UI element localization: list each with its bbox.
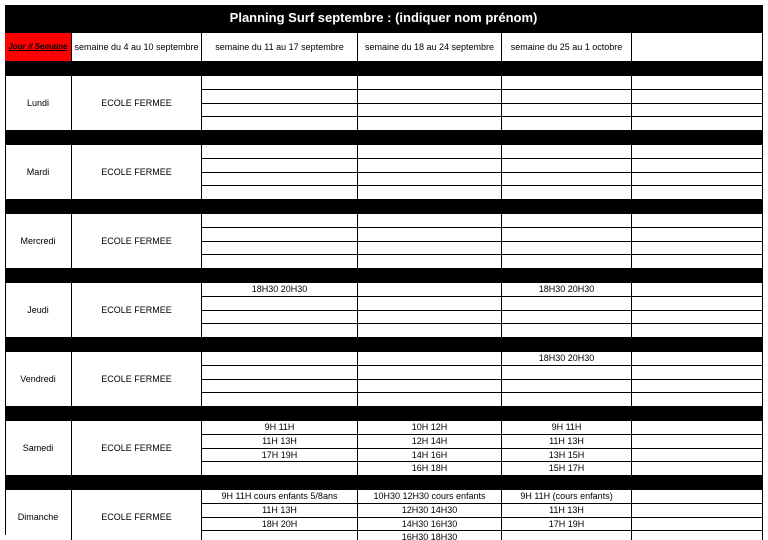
slot-cell[interactable] bbox=[358, 228, 502, 242]
slot-cell[interactable] bbox=[358, 311, 502, 325]
day-separator bbox=[5, 200, 763, 214]
slot-cell[interactable] bbox=[632, 186, 763, 200]
slot-cell[interactable]: 11H 13H bbox=[502, 435, 632, 449]
slot-cell[interactable]: 9H 11H (cours enfants) bbox=[502, 490, 632, 504]
slot-cell[interactable] bbox=[502, 311, 632, 325]
slot-cell[interactable] bbox=[202, 324, 358, 338]
closed-cell: ECOLE FERMEE bbox=[72, 421, 202, 476]
slot-cell[interactable] bbox=[358, 324, 502, 338]
week-header: semaine du 25 au 1 octobre bbox=[502, 33, 632, 62]
slot-cell[interactable] bbox=[632, 531, 763, 540]
day-label: Lundi bbox=[5, 76, 72, 131]
slot-cell[interactable] bbox=[632, 159, 763, 173]
day-label: Mercredi bbox=[5, 214, 72, 269]
slot-cell[interactable] bbox=[632, 462, 763, 476]
closed-cell: ECOLE FERMEE bbox=[72, 214, 202, 269]
slot-cell[interactable] bbox=[502, 117, 632, 131]
slot-cell[interactable] bbox=[632, 297, 763, 311]
slot-cell[interactable] bbox=[632, 490, 763, 504]
slot-cell[interactable] bbox=[632, 90, 763, 104]
day-label: Mardi bbox=[5, 145, 72, 200]
day-separator bbox=[5, 407, 763, 421]
slot-cell[interactable] bbox=[202, 76, 358, 90]
slot-cell[interactable]: 13H 15H bbox=[502, 449, 632, 463]
slot-cell[interactable] bbox=[202, 352, 358, 366]
slot-cell[interactable] bbox=[202, 255, 358, 269]
slot-cell[interactable] bbox=[632, 504, 763, 518]
slot-cell[interactable] bbox=[202, 104, 358, 118]
slot-cell[interactable]: 16H 18H bbox=[358, 462, 502, 476]
slot-cell[interactable] bbox=[632, 324, 763, 338]
slot-cell[interactable]: 18H30 20H30 bbox=[502, 352, 632, 366]
slot-cell[interactable] bbox=[358, 393, 502, 407]
closed-cell: ECOLE FERMEE bbox=[72, 76, 202, 131]
slot-cell[interactable]: 14H 16H bbox=[358, 449, 502, 463]
slot-cell[interactable] bbox=[358, 76, 502, 90]
slot-cell[interactable] bbox=[632, 421, 763, 435]
slot-cell[interactable] bbox=[202, 380, 358, 394]
slot-cell[interactable] bbox=[358, 214, 502, 228]
slot-cell[interactable] bbox=[502, 531, 632, 540]
corner-label: Jour // Semaine bbox=[5, 33, 72, 62]
slot-cell[interactable] bbox=[632, 173, 763, 187]
slot-cell[interactable] bbox=[202, 531, 358, 540]
slot-cell[interactable] bbox=[502, 76, 632, 90]
slot-cell[interactable] bbox=[502, 366, 632, 380]
slot-cell[interactable] bbox=[202, 145, 358, 159]
slot-cell[interactable] bbox=[632, 366, 763, 380]
slot-cell[interactable]: 18H30 20H30 bbox=[502, 283, 632, 297]
day-separator bbox=[5, 131, 763, 145]
slot-cell[interactable]: 11H 13H bbox=[202, 504, 358, 518]
slot-cell[interactable] bbox=[202, 186, 358, 200]
slot-cell[interactable]: 11H 13H bbox=[202, 435, 358, 449]
slot-cell[interactable] bbox=[202, 393, 358, 407]
slot-cell[interactable] bbox=[632, 449, 763, 463]
closed-cell: ECOLE FERMEE bbox=[72, 490, 202, 540]
slot-cell[interactable] bbox=[358, 352, 502, 366]
slot-cell[interactable] bbox=[632, 255, 763, 269]
slot-cell[interactable] bbox=[202, 173, 358, 187]
slot-cell[interactable]: 16H30 18H30 bbox=[358, 531, 502, 540]
slot-cell[interactable] bbox=[632, 518, 763, 532]
slot-cell[interactable] bbox=[502, 324, 632, 338]
week-header: semaine du 18 au 24 septembre bbox=[358, 33, 502, 62]
closed-cell: ECOLE FERMEE bbox=[72, 352, 202, 407]
closed-cell: ECOLE FERMEE bbox=[72, 283, 202, 338]
page-title: Planning Surf septembre : (indiquer nom prénom) bbox=[5, 5, 763, 33]
slot-cell[interactable] bbox=[502, 104, 632, 118]
slot-cell[interactable] bbox=[632, 228, 763, 242]
slot-cell[interactable]: 17H 19H bbox=[502, 518, 632, 532]
slot-cell[interactable] bbox=[202, 297, 358, 311]
day-label: Vendredi bbox=[5, 352, 72, 407]
day-label: Jeudi bbox=[5, 283, 72, 338]
slot-cell[interactable] bbox=[202, 117, 358, 131]
slot-cell[interactable]: 9H 11H cours enfants 5/8ans bbox=[202, 490, 358, 504]
slot-cell[interactable] bbox=[632, 104, 763, 118]
slot-cell[interactable] bbox=[502, 214, 632, 228]
slot-cell[interactable]: 14H30 16H30 bbox=[358, 518, 502, 532]
slot-cell[interactable] bbox=[502, 173, 632, 187]
slot-cell[interactable] bbox=[632, 76, 763, 90]
slot-cell[interactable]: 15H 17H bbox=[502, 462, 632, 476]
day-label: Dimanche bbox=[5, 490, 72, 540]
week-header: semaine du 11 au 17 septembre bbox=[202, 33, 358, 62]
day-separator bbox=[5, 338, 763, 352]
closed-cell: ECOLE FERMEE bbox=[72, 145, 202, 200]
slot-cell[interactable] bbox=[632, 283, 763, 297]
week-header: semaine du 4 au 10 septembre bbox=[72, 33, 202, 62]
slot-cell[interactable] bbox=[202, 159, 358, 173]
slot-cell[interactable] bbox=[358, 104, 502, 118]
slot-cell[interactable] bbox=[502, 242, 632, 256]
slot-cell[interactable] bbox=[632, 380, 763, 394]
slot-cell[interactable] bbox=[358, 145, 502, 159]
slot-cell[interactable]: 10H 12H bbox=[358, 421, 502, 435]
slot-cell[interactable] bbox=[358, 255, 502, 269]
slot-cell[interactable] bbox=[358, 159, 502, 173]
slot-cell[interactable] bbox=[502, 228, 632, 242]
slot-cell[interactable]: 17H 19H bbox=[202, 449, 358, 463]
slot-cell[interactable] bbox=[358, 242, 502, 256]
slot-cell[interactable] bbox=[202, 90, 358, 104]
slot-cell[interactable] bbox=[632, 311, 763, 325]
week-header bbox=[632, 33, 763, 62]
slot-cell[interactable]: 9H 11H bbox=[502, 421, 632, 435]
slot-cell[interactable] bbox=[502, 297, 632, 311]
slot-cell[interactable] bbox=[202, 228, 358, 242]
slot-cell[interactable] bbox=[502, 255, 632, 269]
slot-cell[interactable] bbox=[202, 462, 358, 476]
day-separator bbox=[5, 62, 763, 76]
slot-cell[interactable]: 18H 20H bbox=[202, 518, 358, 532]
slot-cell[interactable] bbox=[202, 311, 358, 325]
slot-cell[interactable] bbox=[632, 242, 763, 256]
slot-cell[interactable] bbox=[358, 380, 502, 394]
slot-cell[interactable] bbox=[632, 393, 763, 407]
slot-cell[interactable] bbox=[632, 117, 763, 131]
day-label: Samedi bbox=[5, 421, 72, 476]
slot-cell[interactable]: 12H30 14H30 bbox=[358, 504, 502, 518]
slot-cell[interactable] bbox=[502, 393, 632, 407]
slot-cell[interactable] bbox=[502, 159, 632, 173]
slot-cell[interactable] bbox=[632, 214, 763, 228]
slot-cell[interactable]: 18H30 20H30 bbox=[202, 283, 358, 297]
slot-cell[interactable] bbox=[358, 283, 502, 297]
slot-cell[interactable]: 10H30 12H30 cours enfants bbox=[358, 490, 502, 504]
slot-cell[interactable] bbox=[358, 90, 502, 104]
slot-cell[interactable] bbox=[502, 90, 632, 104]
slot-cell[interactable] bbox=[358, 186, 502, 200]
slot-cell[interactable] bbox=[632, 435, 763, 449]
slot-cell[interactable] bbox=[358, 366, 502, 380]
slot-cell[interactable] bbox=[632, 145, 763, 159]
slot-cell[interactable]: 9H 11H bbox=[202, 421, 358, 435]
slot-cell[interactable] bbox=[202, 214, 358, 228]
slot-cell[interactable] bbox=[358, 173, 502, 187]
slot-cell[interactable] bbox=[632, 352, 763, 366]
slot-cell[interactable] bbox=[202, 366, 358, 380]
slot-cell[interactable]: 11H 13H bbox=[502, 504, 632, 518]
slot-cell[interactable] bbox=[502, 145, 632, 159]
slot-cell[interactable] bbox=[202, 242, 358, 256]
slot-cell[interactable] bbox=[358, 297, 502, 311]
slot-cell[interactable] bbox=[502, 380, 632, 394]
day-separator bbox=[5, 476, 763, 490]
slot-cell[interactable] bbox=[502, 186, 632, 200]
slot-cell[interactable] bbox=[358, 117, 502, 131]
slot-cell[interactable]: 12H 14H bbox=[358, 435, 502, 449]
day-separator bbox=[5, 269, 763, 283]
